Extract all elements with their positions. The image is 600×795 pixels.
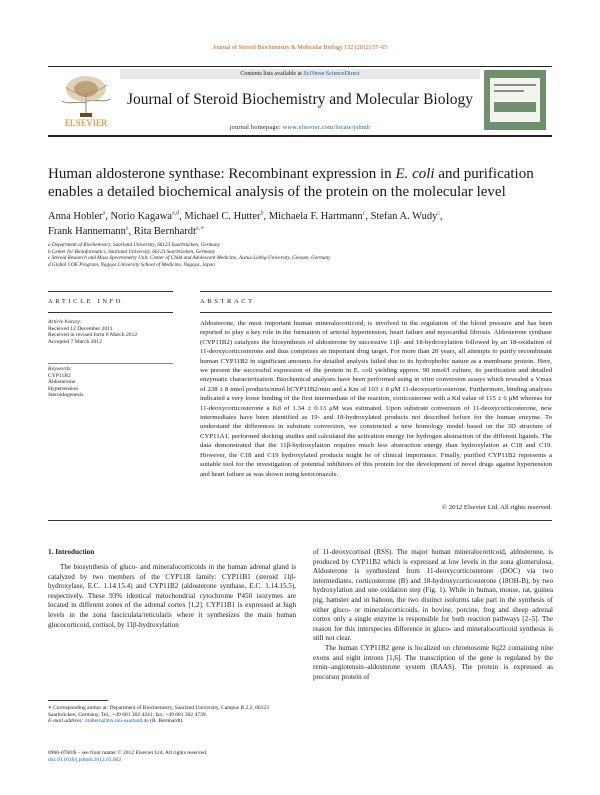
divider — [48, 312, 173, 313]
history-date: Received in revised form 6 March 2012 — [48, 332, 138, 339]
author-name: Rita Bernhardt — [133, 226, 196, 237]
divider — [200, 312, 552, 313]
affiliation: b Center for Bioinformatics, Saarland University, 66123 Saarbrücken, Germany — [48, 248, 215, 255]
history-date: Accepted 7 March 2012 — [48, 338, 102, 345]
body-column-right — [313, 548, 553, 682]
author-name: Michael C. Hutter — [184, 211, 261, 222]
article-history: Article history: Received 12 December 2011 Received in revised form 6 March 2012 Accepted 7 March 2012 — [48, 319, 173, 345]
author-name: Norio Kagawa — [110, 211, 172, 222]
keyword: Aldosterone — [48, 379, 76, 386]
body-column-left: The biosynthesis of gluco- and mineralocorticoids in the human adrenal gland is catalyzed by two members of the CYP11B family: CYP11B1 (steroid 11β-hydroxylase, E.C. 1.14.15.4) and CYP11B2 (aldosterone synthase, E.C. 1.14.15.5), respectively. These 93% identical mitochondrial cytochrome P450 isozymes are located in different zones of the adrenal cortex [1,2]. CYP11B1 is expressed at high levels in the zona fasciculata/reticularis where it synthesizes the main human glucocorticoid, cortisol, by 11β-hydroxylation — [48, 563, 296, 629]
paragraph: The human CYP11B2 gene is localized on chromosome 8q22 containing nine exons and eight introns [1,6]. The transcription of the gene is regulated by the renin–angiotensin–aldosterone system (RAAS). The protein is expressed as precursor protein of — [313, 643, 553, 681]
elsevier-logo — [54, 71, 118, 129]
affiliation-marker[interactable]: a — [125, 225, 129, 232]
history-date: Received 12 December 2011 — [48, 325, 113, 332]
abstract-heading: ABSTRACT — [200, 298, 255, 305]
journal-cover-image — [484, 70, 546, 130]
author-name: Stefan A. Wudy — [370, 211, 438, 222]
corresponding-author-footnote: ∗ Corresponding author at: Department of Biochemistry, Saarland University, Campus B 2.2, 66123 Saarbrücken, Germany. Tel.: +49 681 302 4241; fax: +49 681 302 4739. E-mail address: ritabern@mx.uni-saarland.de (R. Bernhardt). — [48, 705, 269, 725]
article-title: Human aldosterone synthase: Recombinant expression in E. coli and purification enables a detailed biochemical analysis of the protein on the molecular level — [48, 166, 534, 200]
abstract-text: Aldosterone, the most important human mineralocorticoid, is involved in the regulation of the blood pressure and has been reported to play a key role in the formation of arterial hypertension, heart failure and myocardial fibrosis. Aldosterone synthase (CYP11B2) catalyzes the biosynthesis of aldosterone by successive 11β- and 18-hydroxylation followed by an 18-oxidation of 11-deoxycorticosterone and thus comprises an important drug target. For more than 20 years, all attempts to purify recombinant human CYP11B2 in significant amounts for detailed analysis failed due to its hydrophobic nature as a membrane protein. Here, we present the successful expression of the protein in E. coli yielding approx. 90 nmol/l culture, its purification and detailed enzymatic characterization. Biochemical analyses have been performed using in vitro conversion assays which revealed a Vmax of 238 ± 8 nmol products/nmol hCYP11B2/min and a Km of 103 ± 8 μM 11-deoxycorticosterone. Furthermore, binding analyses indicated a very loose binding of the first intermediate of the reaction, corticosterone with a Kd value of 115 ± 6 μM whereas for 11-deoxycorticosterone a Kd of 1.34 ± 0.13 μM was estimated. Upon substrate conversion of 11-deoxycorticosterone, new intermediates have been identified as 19- and 18-hydroxylated products not described before for the human enzyme. To understand the differences in substrate conversion, we constructed a new homology model based on the 3D structure of CYP11A1, performed docking studies and calculated the activation energy for hydrogen abstraction of the different ligands. The data demonstrated that the 11β-hydroxylation requires much less abstraction energy than hydroxylation at C18 and C19. However, the C18 and C19 hydroxylated products might be of clinical importance. Finally, purified CYP11B2 represents a suitable tool for the investigation of potential inhibitors of this protein for the development of novel drugs against hypertension and heart failure as was shown using ketoconazole. — [200, 320, 552, 478]
affiliation: d Global COE Program, Nagoya University School of Medicine, Nagoya, Japan — [48, 261, 215, 268]
issn-line: 0960-0760/$ – see front matter © 2012 Elsevier Ltd. All rights reserved. — [48, 750, 208, 756]
keyword: Hypertension — [48, 385, 79, 392]
section-heading: 1. Introduction — [48, 548, 95, 556]
keyword: CYP11B2 — [48, 372, 71, 379]
article-info-heading: ARTICLE INFO — [48, 298, 124, 305]
sciencedirect-link[interactable]: SciVerse ScienceDirect — [303, 71, 360, 77]
journal-title: Journal of Steroid Biochemistry and Molecular Biology — [126, 91, 474, 108]
affiliations — [48, 242, 558, 268]
keywords: Keywords: CYP11B2 Aldosterone Hypertension Steroidogenesis — [48, 366, 173, 399]
publication-info — [48, 750, 298, 763]
contents-band — [120, 69, 480, 79]
author-name: Anna Hobler — [48, 211, 103, 222]
homepage-prefix: journal homepage: — [229, 124, 281, 131]
svg-text:ELSEVIER: ELSEVIER — [64, 118, 108, 128]
affiliation: a Department of Biochemistry, Saarland University, 66123 Saarbrücken, Germany — [48, 242, 220, 248]
affiliation-marker[interactable]: b — [260, 210, 264, 217]
contents-prefix: Contents lists available at — [240, 71, 302, 77]
divider — [48, 363, 173, 364]
divider — [48, 291, 173, 292]
paragraph: of 11-deoxycortisol (RSS). The major human mineralocorticoid, aldosterone, is produced by CYP11B2 which is expressed at low levels in the zona glomerulosa. Aldosterone is synthesized from 11-deoxycorticosterone (DOC) via two intermediates, corticosterone (B) and 18-hydroxycorticosterone (18OH-B), by two hydroxylation and one oxidation step (Fig. 1). While in human, mouse, rat, guinea pig, hamster and in baboon, the two distinct isoforms take part in the synthesis of either gluco- or mineralocorticoids, in bovine, porcine, frog and sheep adrenal cortex only a single enzyme is responsible for both reaction pathways [2–5]. The reason for this interspecies difference in gluco- and mineralocorticoid synthesis is still not clear. — [313, 548, 553, 643]
affiliation-marker[interactable]: a,d — [171, 210, 180, 217]
doi-link[interactable]: doi:10.1016/j.jsbmb.2012.03.002 — [48, 756, 122, 763]
footnote-divider — [48, 700, 108, 701]
journal-homepage — [120, 124, 480, 131]
email-link[interactable]: ritabern@mx.uni-saarland.de — [84, 718, 149, 725]
author-name: Frank Hannemann — [48, 226, 126, 237]
author-list: Anna Hobler$^a$, Norio Kagawa$^{a,d}$, Michael C. Hutter$^b$, Michaela F. Hartmann$^c$, Stefan A. Wudy$^c$, Frank Hannemann$^a$, Rita Bernhardt$^{a,∗}$ — [48, 210, 443, 237]
affiliation-marker[interactable]: c — [437, 210, 441, 217]
copyright: © 2012 Elsevier Ltd. All rights reserved. — [441, 504, 552, 511]
affiliation-marker[interactable]: a,∗ — [195, 225, 205, 232]
divider — [48, 520, 552, 521]
journal-reference[interactable]: Journal of Steroid Biochemistry & Molecular Biology 132 (2012) 57–65 — [212, 45, 388, 51]
homepage-link[interactable]: www.elsevier.com/locate/jsbmb — [282, 124, 371, 131]
affiliation: c Steroid Research and Mass Spectrometry Unit, Center of Child and Adolescent Medicine, Justus-Liebig-University, Giessen, Germany — [48, 255, 331, 262]
affiliation-marker[interactable]: c — [362, 210, 366, 217]
keyword: Steroidogenesis — [48, 392, 84, 399]
author-name: Michaela F. Hartmann — [268, 211, 363, 222]
divider — [200, 291, 552, 292]
affiliation-marker[interactable]: a — [102, 210, 106, 217]
